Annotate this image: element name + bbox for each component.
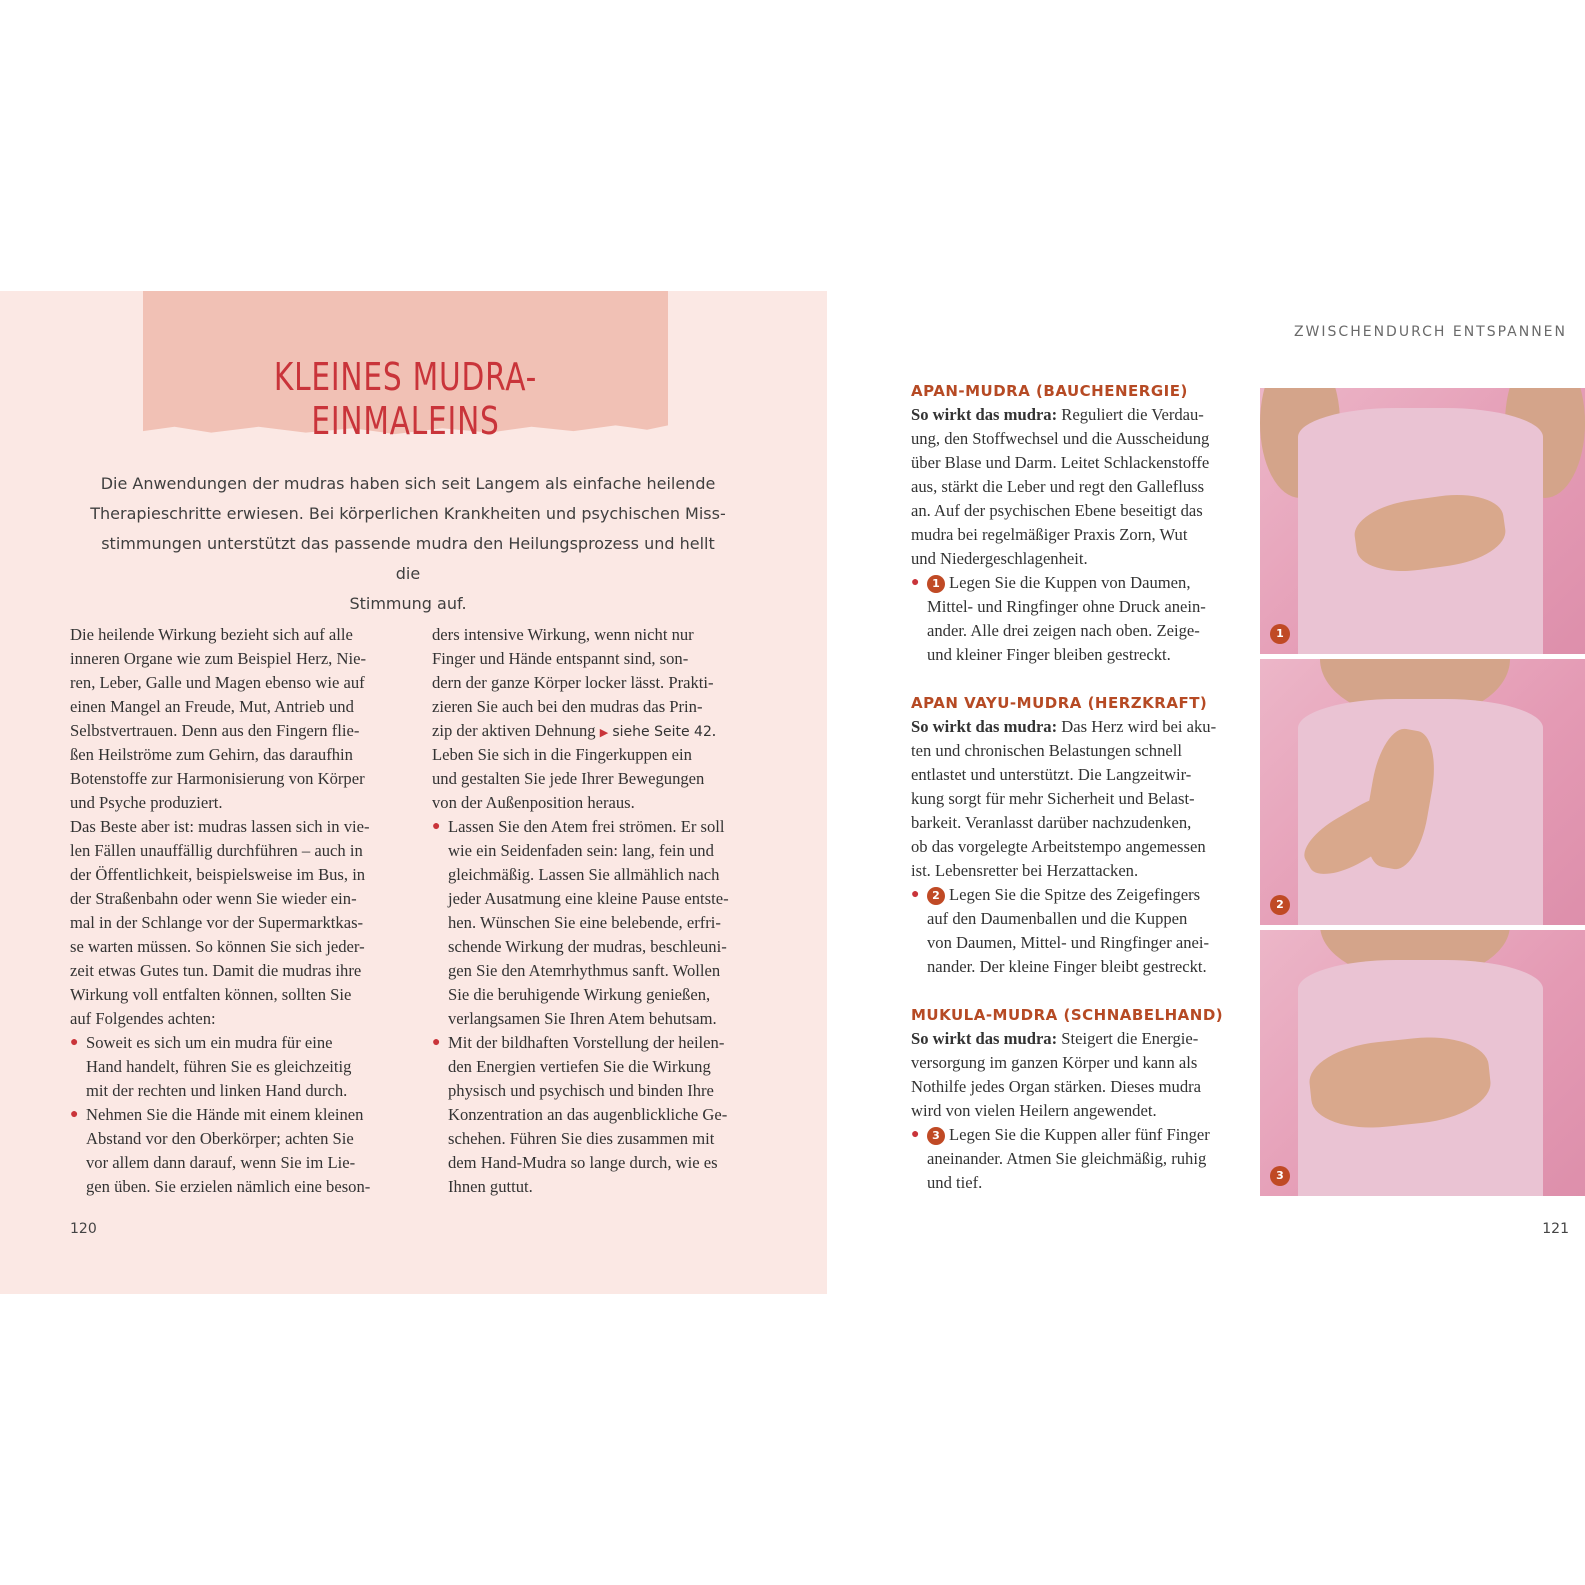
body-line: ders intensive Wirkung, wenn nicht nur: [432, 625, 694, 644]
step-item: ● 2 Legen Sie die Spitze des Zeigefingers: [911, 883, 1241, 907]
body-line: mit der rechten und linken Hand durch.: [86, 1081, 348, 1100]
lead-label: So wirkt das mudra:: [911, 405, 1058, 424]
body-line: ander. Alle drei zeigen nach oben. Zeige-: [927, 621, 1200, 640]
body-line: Mittel- und Ringfinger ohne Druck anein-: [927, 597, 1206, 616]
body-line: und Psyche produziert.: [70, 793, 223, 812]
body-line: ßen Heilströme zum Gehirn, das daraufhin: [70, 745, 353, 764]
body-line: mudra bei regelmäßiger Praxis Zorn, Wut: [911, 525, 1188, 544]
body-line: mal in der Schlange vor der Supermarktkas-: [70, 913, 364, 932]
bullet-item: ● Nehmen Sie die Hände mit einem kleinen: [70, 1103, 395, 1127]
bullet-dot-icon: ●: [911, 1127, 920, 1142]
body-line: Selbstvertrauen. Denn aus den Fingern flie-: [70, 721, 360, 740]
step-number-badge: 3: [927, 1127, 945, 1145]
section-heading: MUKULA-MUDRA (SCHNABELHAND): [911, 1006, 1224, 1024]
step-item: ● 1 Legen Sie die Kuppen von Daumen,: [911, 571, 1241, 595]
mudra-photo-2: [1260, 659, 1585, 925]
body-line: schehen. Führen Sie dies zusammen mit: [448, 1129, 715, 1148]
body-line: der Straßenbahn oder wenn Sie wieder ein-: [70, 889, 357, 908]
step-number-badge: 1: [927, 575, 945, 593]
body-line: gen üben. Sie erzielen nämlich eine beson-: [86, 1177, 371, 1196]
body-line: zeit etwas Gutes tun. Damit die mudras ihre: [70, 961, 362, 980]
body-line: Sie die beruhigende Wirkung genießen,: [448, 985, 711, 1004]
intro-text: [88, 469, 728, 619]
section-heading: APAN-MUDRA (BAUCHENERGIE): [911, 382, 1188, 400]
body-line: und gestalten Sie jede Ihrer Bewegungen: [432, 769, 705, 788]
body-line: Abstand vor den Oberkörper; achten Sie: [86, 1129, 354, 1148]
bullet-dot-icon: ●: [432, 819, 441, 834]
body-line: Nothilfe jedes Organ stärken. Dieses mudra: [911, 1077, 1202, 1096]
body-line: zieren Sie auch bei den mudras das Prin-: [432, 697, 703, 716]
lead-label: So wirkt das mudra:: [911, 1029, 1058, 1048]
arrow-right-icon: ▶: [599, 727, 609, 739]
body-line: hen. Wünschen Sie eine belebende, erfri-: [448, 913, 721, 932]
bullet-item: ● Lassen Sie den Atem frei strömen. Er soll: [432, 815, 757, 839]
running-head: ZWISCHENDURCH ENTSPANNEN: [1293, 324, 1567, 340]
body-line: an. Auf der psychischen Ebene beseitigt das: [911, 501, 1203, 520]
body-line: physisch und psychisch und binden Ihre: [448, 1081, 714, 1100]
body-line: versorgung im ganzen Körper und kann als: [911, 1053, 1198, 1072]
body-line: vor allem dann darauf, wenn Sie im Lie-: [86, 1153, 356, 1172]
mudra-photo-1: [1260, 388, 1585, 654]
body-line: Botenstoffe zur Harmonisierung von Körper: [70, 769, 365, 788]
body-line: zip der aktiven Dehnung ▶ siehe Seite 42.: [432, 721, 717, 740]
body-line: Leben Sie sich in die Fingerkuppen ein: [432, 745, 692, 764]
body-line: se warten müssen. So können Sie sich jeder-: [70, 937, 365, 956]
photo-number-badge: 2: [1270, 895, 1290, 915]
body-line: und tief.: [927, 1173, 983, 1192]
body-line: aus, stärkt die Leber und regt den Gallefluss: [911, 477, 1205, 496]
body-line: auf den Daumenballen und die Kuppen: [927, 909, 1188, 928]
mudra-section-1: [911, 379, 1241, 667]
text-column-left: [70, 623, 395, 1199]
bullet-item: ● Soweit es sich um ein mudra für eine: [70, 1031, 395, 1055]
body-line: dem Hand-Mudra so lange durch, wie es: [448, 1153, 718, 1172]
body-line: der Öffentlichkeit, beispielsweise im Bus, in: [70, 865, 366, 884]
section-heading: APAN VAYU-MUDRA (HERZKRAFT): [911, 694, 1208, 712]
body-line: kung sorgt für mehr Sicherheit und Belast-: [911, 789, 1195, 808]
bullet-dot-icon: ●: [432, 1035, 441, 1050]
body-line: jeder Ausatmung eine kleine Pause entste-: [448, 889, 729, 908]
page-reference-link[interactable]: siehe Seite 42: [612, 724, 712, 740]
body-line: gleichmäßig. Lassen Sie allmählich nach: [448, 865, 720, 884]
body-line: len Fällen unauffällig durchführen – auch in: [70, 841, 363, 860]
body-line: verlangsamen Sie Ihren Atem behutsam.: [448, 1009, 717, 1028]
body-line: barkeit. Veranlasst darüber nachzudenken,: [911, 813, 1192, 832]
body-line: dern der ganze Körper locker lässt. Prakti-: [432, 673, 714, 692]
mudra-photo-3: [1260, 930, 1585, 1196]
mudra-section-2: [911, 691, 1241, 979]
body-line: ob das vorgelegte Arbeitstempo angemessen: [911, 837, 1206, 856]
body-line: den Energien vertiefen Sie die Wirkung: [448, 1057, 711, 1076]
body-line: gen Sie den Atemrhythmus sanft. Wollen: [448, 961, 721, 980]
step-item: ● 3 Legen Sie die Kuppen aller fünf Finger: [911, 1123, 1241, 1147]
body-line: und Niedergeschlagenheit.: [911, 549, 1088, 568]
body-line: über Blase und Darm. Leitet Schlackenstoffe: [911, 453, 1210, 472]
body-line: Das Beste aber ist: mudras lassen sich in vie-: [70, 817, 370, 836]
bullet-item: ● Mit der bildhaften Vorstellung der heilen-: [432, 1031, 757, 1055]
body-line: einen Mangel an Freude, Mut, Antrieb und: [70, 697, 354, 716]
body-line: wird von vielen Heilern angewendet.: [911, 1101, 1157, 1120]
mudra-section-3: [911, 1003, 1241, 1195]
body-line: So wirkt das mudra: Steigert die Energie-: [911, 1029, 1199, 1048]
body-line: ten und chronischen Belastungen schnell: [911, 741, 1182, 760]
intro-line: Therapieschritte erwiesen. Bei körperlichen Krankheiten und psychischen Miss-: [90, 504, 726, 523]
text-column-right: [432, 623, 757, 1199]
body-line: von der Außenposition heraus.: [432, 793, 635, 812]
intro-line: Die Anwendungen der mudras haben sich seit Langem als einfache heilende: [100, 474, 716, 493]
left-page: [0, 291, 827, 1294]
page-number-right: 121: [1542, 1221, 1569, 1237]
body-line: inneren Organe wie zum Beispiel Herz, Nie-: [70, 649, 366, 668]
body-line: entlastet und unterstützt. Die Langzeitwir-: [911, 765, 1192, 784]
page-number-left: 120: [70, 1221, 97, 1237]
bullet-dot-icon: ●: [911, 575, 920, 590]
page-title: KLEINES MUDRA-EINMALEINS: [273, 355, 538, 443]
photo-number-badge: 3: [1270, 1166, 1290, 1186]
body-line: Hand handelt, führen Sie es gleichzeitig: [86, 1057, 352, 1076]
body-line: So wirkt das mudra: Reguliert die Verdau-: [911, 405, 1204, 424]
intro-line: stimmungen unterstützt das passende mudra den Heilungsprozess und hellt die: [101, 534, 715, 583]
body-line: ist. Lebensretter bei Herzattacken.: [911, 861, 1139, 880]
body-line: von Daumen, Mittel- und Ringfinger anei-: [927, 933, 1210, 952]
body-line: ren, Leber, Galle und Magen ebenso wie auf: [70, 673, 365, 692]
body-line: wie ein Seidenfaden sein: lang, fein und: [448, 841, 714, 860]
body-line: Finger und Hände entspannt sind, son-: [432, 649, 689, 668]
intro-line: Stimmung auf.: [349, 594, 467, 613]
body-line: nander. Der kleine Finger bleibt gestreckt.: [927, 957, 1207, 976]
bullet-dot-icon: ●: [911, 887, 920, 902]
body-line: Die heilende Wirkung bezieht sich auf alle: [70, 625, 353, 644]
body-line: Ihnen guttut.: [448, 1177, 533, 1196]
body-line: Wirkung voll entfalten können, sollten Sie: [70, 985, 352, 1004]
body-line: schende Wirkung der mudras, beschleuni-: [448, 937, 727, 956]
photo-number-badge: 1: [1270, 624, 1290, 644]
step-number-badge: 2: [927, 887, 945, 905]
body-line: Konzentration an das augenblickliche Ge-: [448, 1105, 728, 1124]
body-line: ung, den Stoffwechsel und die Ausscheidung: [911, 429, 1210, 448]
body-line: aneinander. Atmen Sie gleichmäßig, ruhig: [927, 1149, 1207, 1168]
bullet-dot-icon: ●: [70, 1107, 79, 1122]
bullet-dot-icon: ●: [70, 1035, 79, 1050]
lead-label: So wirkt das mudra:: [911, 717, 1058, 736]
body-line: auf Folgendes achten:: [70, 1009, 216, 1028]
body-line: und kleiner Finger bleiben gestreckt.: [927, 645, 1171, 664]
body-line: So wirkt das mudra: Das Herz wird bei aku-: [911, 717, 1217, 736]
